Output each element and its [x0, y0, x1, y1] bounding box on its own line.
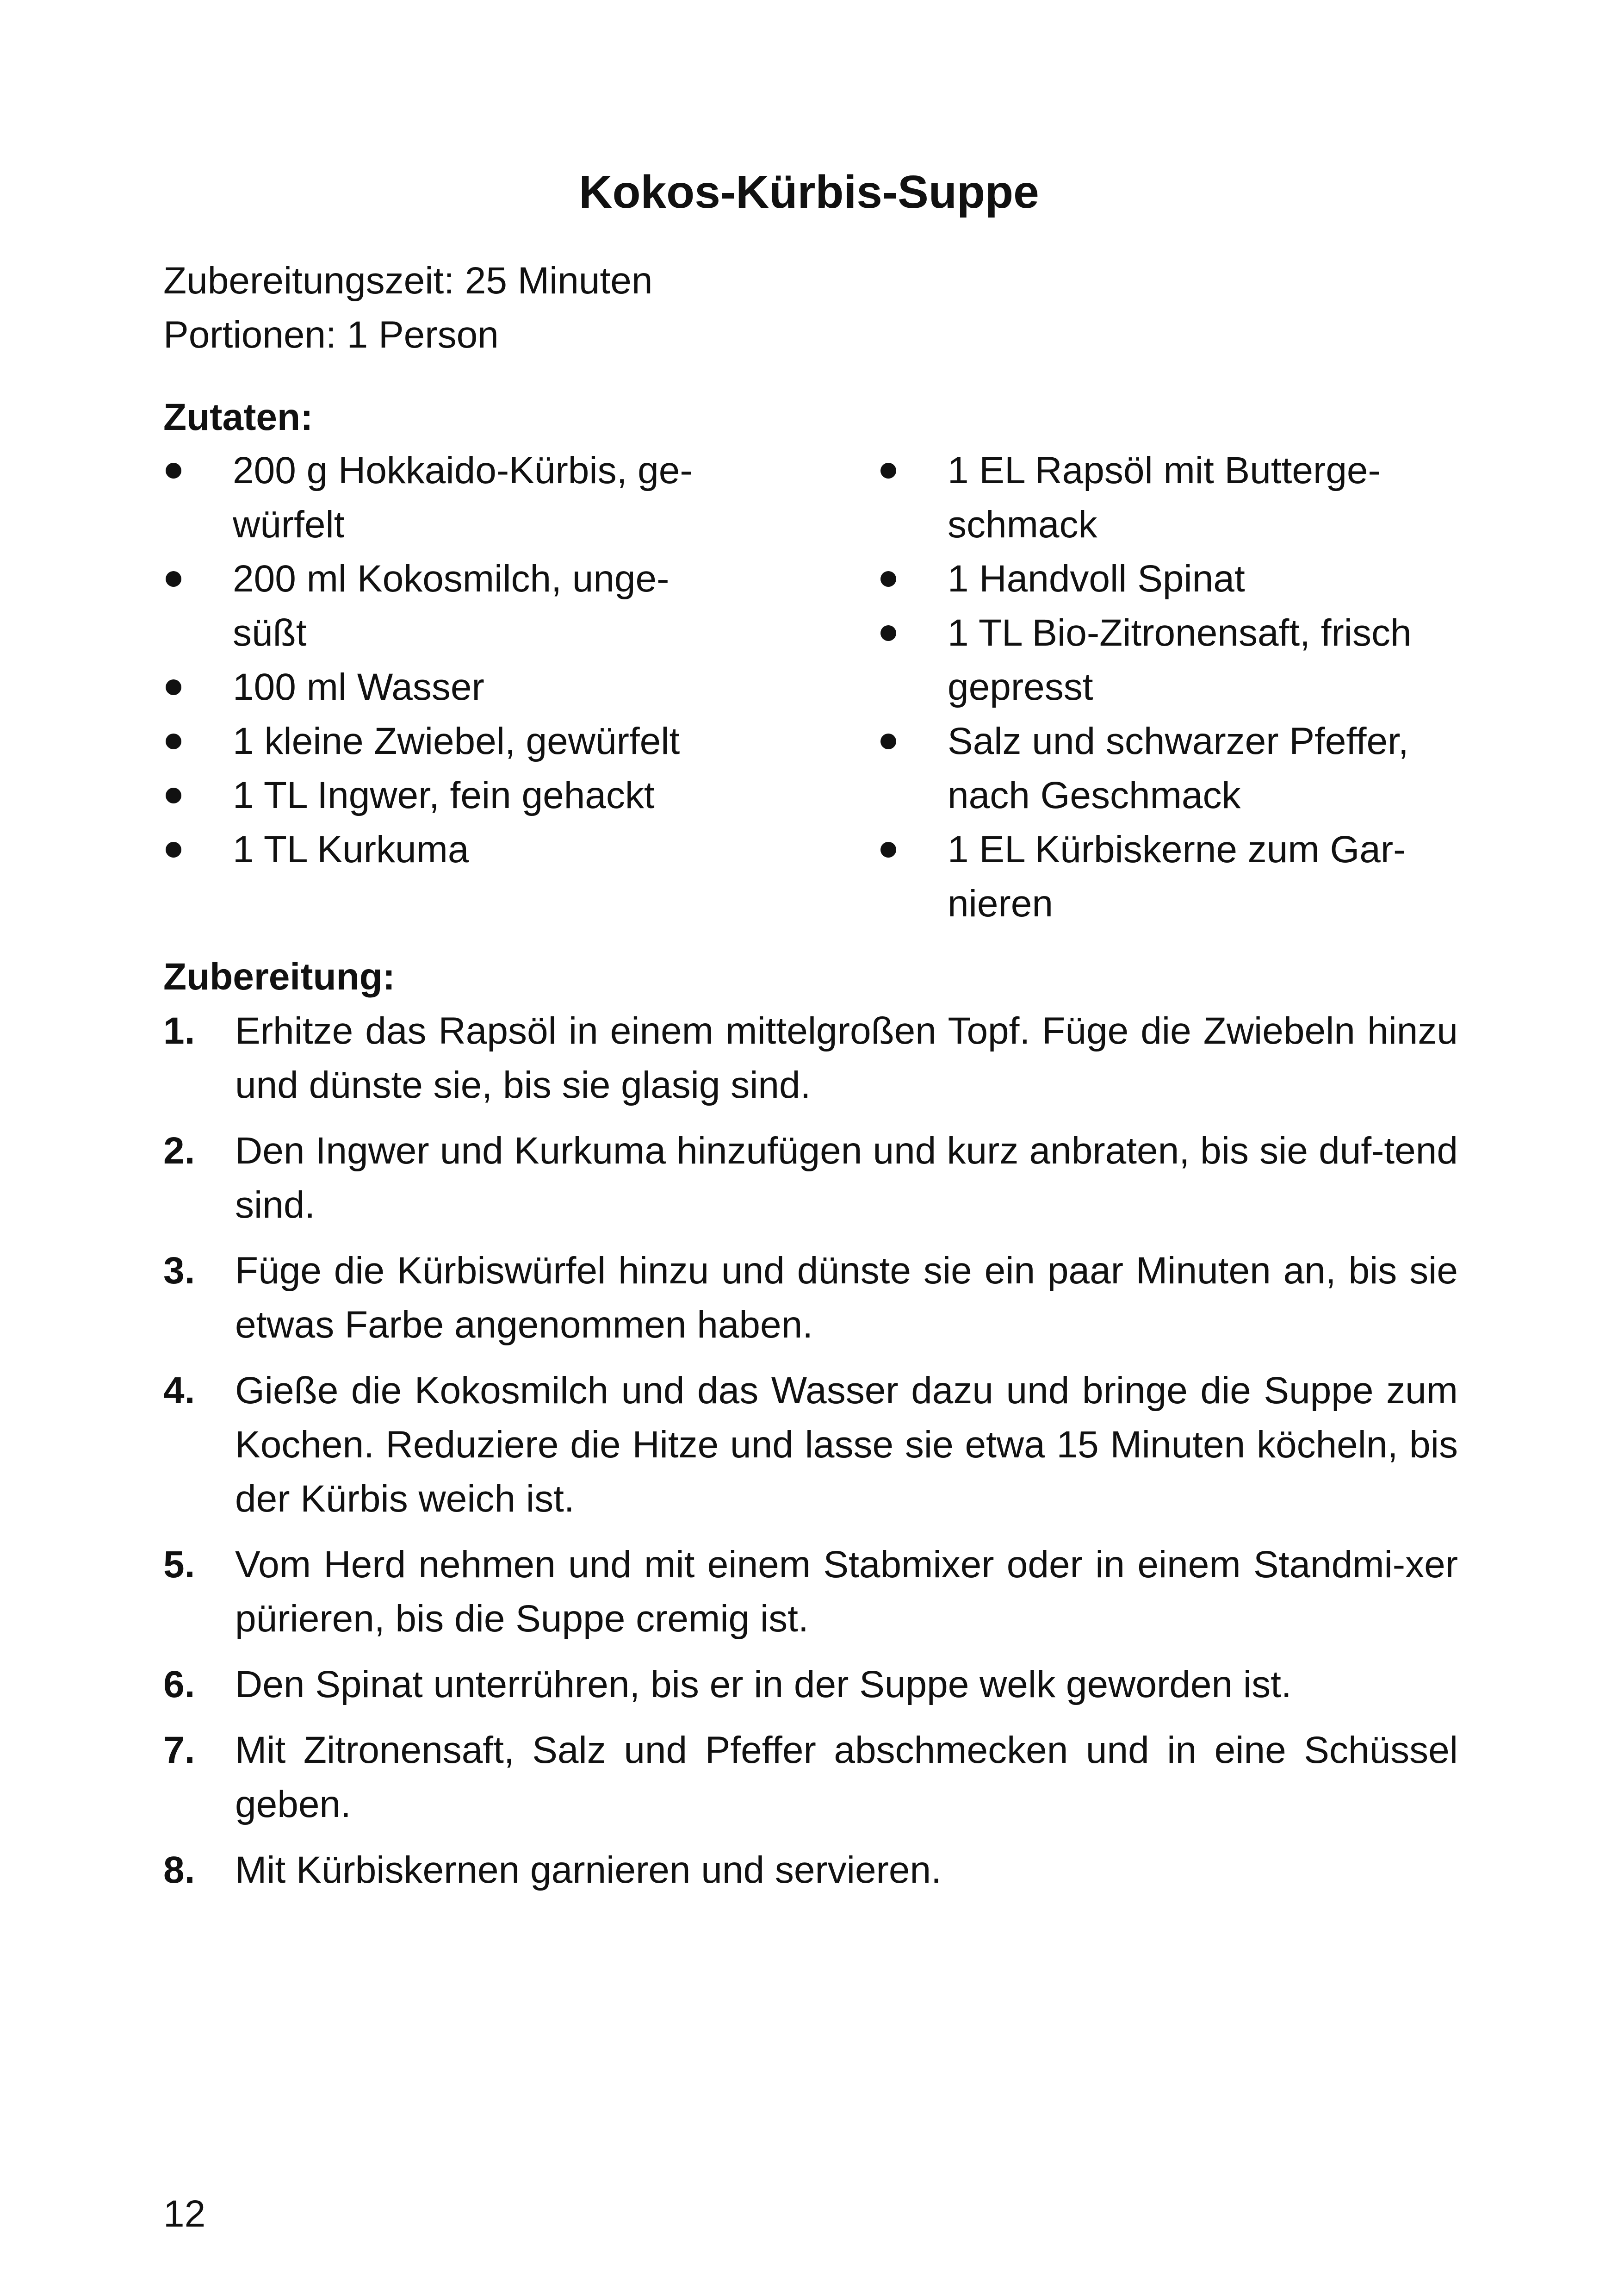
ingredients-list-left	[163, 443, 737, 877]
step-number: 8.	[163, 1849, 195, 1891]
servings: Portionen: 1 Person	[163, 314, 499, 356]
bullet-icon	[880, 571, 896, 587]
step-text: Den Ingwer und Kurkuma hinzufügen und kurz anbraten, bis sie duf-tend sind.	[235, 1130, 1458, 1226]
ingredient-text: 200 g Hokkaido-Kürbis, ge-​würfelt	[233, 449, 693, 546]
ingredient-text: 1 TL Bio-Zitronensaft, frisch gepresst	[948, 612, 1412, 708]
bullet-icon	[166, 842, 181, 858]
ingredient-text: 1 kleine Zwiebel, gewürfelt	[233, 720, 680, 762]
bullet-icon	[880, 842, 896, 858]
step-item	[163, 1843, 1458, 1897]
ingredient-item	[878, 822, 1475, 931]
bullet-icon	[166, 679, 181, 695]
step-number: 6.	[163, 1663, 195, 1705]
bullet-icon	[166, 571, 181, 587]
ingredient-text: 1 EL Rapsöl mit Butterge-​schmack	[948, 449, 1381, 546]
ingredient-text: 100 ml Wasser	[233, 666, 484, 708]
step-number: 2.	[163, 1130, 195, 1172]
step-item	[163, 1363, 1458, 1526]
step-text: Füge die Kürbiswürfel hinzu und dünste sie ein paar Minuten an, bis sie etwas Farbe angenommen haben.	[235, 1250, 1458, 1346]
step-text: Gieße die Kokosmilch und das Wasser dazu und bringe die Suppe zum Kochen. Reduziere die Hitze und lasse sie etwa 15 Minuten köcheln, bis der Kürbis weich ist.	[235, 1369, 1458, 1520]
step-item	[163, 1004, 1458, 1112]
ingredient-text: 1 TL Kurkuma	[233, 828, 469, 871]
step-number: 4.	[163, 1369, 195, 1412]
ingredient-text: 1 Handvoll Spinat	[948, 558, 1245, 600]
ingredient-item	[163, 714, 737, 768]
ingredient-item	[163, 552, 737, 660]
ingredient-item	[878, 606, 1475, 714]
step-text: Mit Zitronensaft, Salz und Pfeffer abschmecken und in eine Schüssel geben.	[235, 1729, 1458, 1825]
bullet-icon	[166, 463, 181, 479]
step-number: 7.	[163, 1729, 195, 1771]
step-text: Vom Herd nehmen und mit einem Stabmixer oder in einem Standmi-xer pürieren, bis die Suppe cremig ist.	[235, 1543, 1458, 1640]
page-number: 12	[163, 2193, 206, 2235]
ingredient-item	[878, 552, 1475, 606]
prep-time: Zubereitungszeit: 25 Minuten	[163, 260, 653, 302]
step-item	[163, 1124, 1458, 1232]
step-text: Mit Kürbiskernen garnieren und servieren.	[235, 1849, 942, 1891]
step-number: 3.	[163, 1250, 195, 1292]
ingredient-item	[163, 768, 737, 822]
ingredient-text: 1 TL Ingwer, fein gehackt	[233, 774, 655, 816]
preparation-heading: Zubereitung:	[163, 956, 396, 998]
ingredient-item	[163, 443, 737, 552]
bullet-icon	[880, 734, 896, 749]
ingredient-item	[878, 443, 1475, 552]
step-number: 5.	[163, 1543, 195, 1586]
bullet-icon	[166, 788, 181, 803]
ingredient-item	[878, 714, 1475, 822]
preparation-steps	[163, 1004, 1458, 1909]
ingredient-item	[163, 660, 737, 714]
step-item	[163, 1657, 1458, 1711]
bullet-icon	[880, 625, 896, 641]
ingredient-text: 200 ml Kokosmilch, unge-​süßt	[233, 558, 670, 654]
step-text: Den Spinat unterrühren, bis er in der Suppe welk geworden ist.	[235, 1663, 1292, 1705]
recipe-meta	[163, 254, 653, 362]
bullet-icon	[166, 734, 181, 749]
step-item	[163, 1723, 1458, 1831]
recipe-title: Kokos-Kürbis-Suppe	[579, 166, 1039, 218]
ingredients-list-right	[878, 443, 1475, 931]
ingredient-item	[163, 822, 737, 877]
bullet-icon	[880, 463, 896, 479]
step-item	[163, 1244, 1458, 1352]
ingredient-text: 1 EL Kürbiskerne zum Gar-​nieren	[948, 828, 1406, 925]
step-item	[163, 1537, 1458, 1646]
step-text: Erhitze das Rapsöl in einem mittelgroßen Topf. Füge die Zwiebeln hinzu und dünste sie, bis sie glasig sind.	[235, 1010, 1458, 1106]
step-number: 1.	[163, 1010, 195, 1052]
ingredient-text: Salz und schwarzer Pfeffer, nach Geschmack	[948, 720, 1409, 816]
ingredients-heading: Zutaten:	[163, 396, 313, 438]
